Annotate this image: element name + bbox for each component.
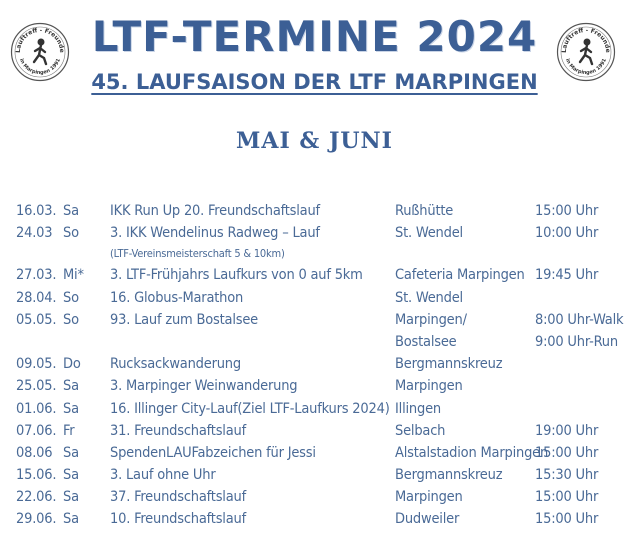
event-day: Sa: [63, 203, 79, 219]
event-time: 15:00 Uhr: [535, 203, 599, 219]
event-day: Mi*: [63, 267, 84, 284]
event-date: 09.05.: [16, 356, 57, 373]
event-place: Illingen: [395, 400, 441, 417]
event-day: Sa: [63, 400, 79, 417]
event-place: Selbach: [395, 422, 446, 439]
event-date: 01.06.: [16, 400, 57, 417]
event-row: [0, 486, 629, 508]
event-date: 16.03.: [16, 203, 57, 219]
event-row: [0, 200, 629, 222]
event-title: 93. Lauf zum Bostalsee: [110, 311, 259, 328]
event-time: 15:00 Uhr: [535, 444, 599, 461]
event-time: 19:45 Uhr: [535, 267, 599, 284]
event-day: Sa: [63, 511, 79, 528]
event-title: SpendenLAUFabzeichen für Jessi: [110, 444, 316, 461]
event-place: Bergmannskreuz: [395, 467, 503, 484]
event-date: 28.04.: [16, 289, 57, 306]
event-place: Marpingen: [395, 378, 463, 395]
event-title: 3. LTF-Frühjahrs Laufkurs von 0 auf 5km: [110, 267, 363, 284]
event-row: [0, 508, 629, 530]
event-place: Marpingen/: [395, 311, 467, 328]
event-title: Rucksackwanderung: [110, 356, 241, 373]
event-day: So: [63, 225, 79, 242]
event-row: [0, 375, 629, 397]
event-row: [0, 464, 629, 486]
event-day: Sa: [63, 378, 79, 395]
event-date: 24.03: [16, 225, 53, 242]
event-title: 3. Lauf ohne Uhr: [110, 467, 216, 484]
event-date: 15.06.: [16, 467, 57, 484]
event-day: Sa: [63, 444, 79, 461]
event-row: [0, 442, 629, 464]
logo-bottom-text: in Marpingen 1991: [18, 57, 62, 77]
event-note-row: [0, 244, 629, 264]
event-title: 3. Marpinger Weinwanderung: [110, 378, 298, 395]
event-place: Rußhütte: [395, 203, 454, 219]
event-title: 31. Freundschaftslauf: [110, 422, 246, 439]
event-date: 05.05.: [16, 311, 57, 328]
event-title: 37. Freundschaftslauf: [110, 489, 246, 506]
event-time: 8:00 Uhr-Walk: [535, 311, 624, 328]
event-date: 08.06: [16, 444, 53, 461]
event-day: Sa: [63, 467, 79, 484]
event-row: [0, 331, 629, 353]
event-place: Marpingen: [395, 489, 463, 506]
event-date: 29.06.: [16, 511, 57, 528]
event-place: Bostalsee: [395, 333, 457, 350]
event-place: Dudweiler: [395, 511, 460, 528]
event-place: Bergmannskreuz: [395, 356, 503, 373]
event-row: [0, 398, 629, 420]
event-list: [0, 200, 629, 531]
event-time: 19:00 Uhr: [535, 422, 599, 439]
event-date: 27.03.: [16, 267, 57, 284]
event-title: 10. Freundschaftslauf: [110, 511, 246, 528]
event-day: So: [63, 311, 79, 328]
logo-top-text: Lauftreff - Freunde: [560, 26, 612, 53]
event-date: 25.05.: [16, 378, 57, 395]
logo-top-text: Lauftreff - Freunde: [14, 26, 66, 53]
event-title: 3. IKK Wendelinus Radweg – Lauf: [110, 225, 320, 242]
event-title: 16. Illinger City-Lauf(Ziel LTF-Laufkurs 2024): [110, 400, 390, 417]
page-title: LTF-TERMINE 2024: [91, 12, 538, 61]
event-time: 9:00 Uhr-Run: [535, 333, 618, 350]
event-date: 07.06.: [16, 422, 57, 439]
event-time: 15:30 Uhr: [535, 467, 599, 484]
page-subtitle: [0, 70, 629, 94]
event-place: St. Wendel: [395, 225, 463, 242]
event-title: (LTF-Vereinsmeisterschaft 5 & 10km): [110, 247, 285, 261]
event-time: 15:00 Uhr: [535, 489, 599, 506]
event-row: [0, 222, 629, 244]
event-row: [0, 420, 629, 442]
subtitle-text: 45. LAUFSAISON DER LTF MARPINGEN: [91, 70, 538, 94]
logo-bottom-text: in Marpingen 1991: [564, 57, 608, 77]
event-place: St. Wendel: [395, 289, 463, 306]
event-row: [0, 264, 629, 286]
event-row: [0, 353, 629, 375]
event-day: So: [63, 289, 79, 306]
event-title: 16. Globus-Marathon: [110, 289, 244, 306]
section-heading: MAI & JUNI: [236, 128, 393, 154]
event-row: [0, 287, 629, 309]
event-time: 10:00 Uhr: [535, 225, 599, 242]
event-day: Sa: [63, 489, 79, 506]
event-row: [0, 309, 629, 331]
event-day: Do: [63, 356, 81, 373]
event-date: 22.06.: [16, 489, 57, 506]
event-day: Fr: [63, 422, 75, 439]
event-place: Alstalstadion Marpingen: [395, 444, 549, 461]
event-time: 15:00 Uhr: [535, 511, 599, 528]
event-title: IKK Run Up 20. Freundschaftslauf: [110, 203, 320, 219]
event-place: Cafeteria Marpingen: [395, 267, 525, 284]
